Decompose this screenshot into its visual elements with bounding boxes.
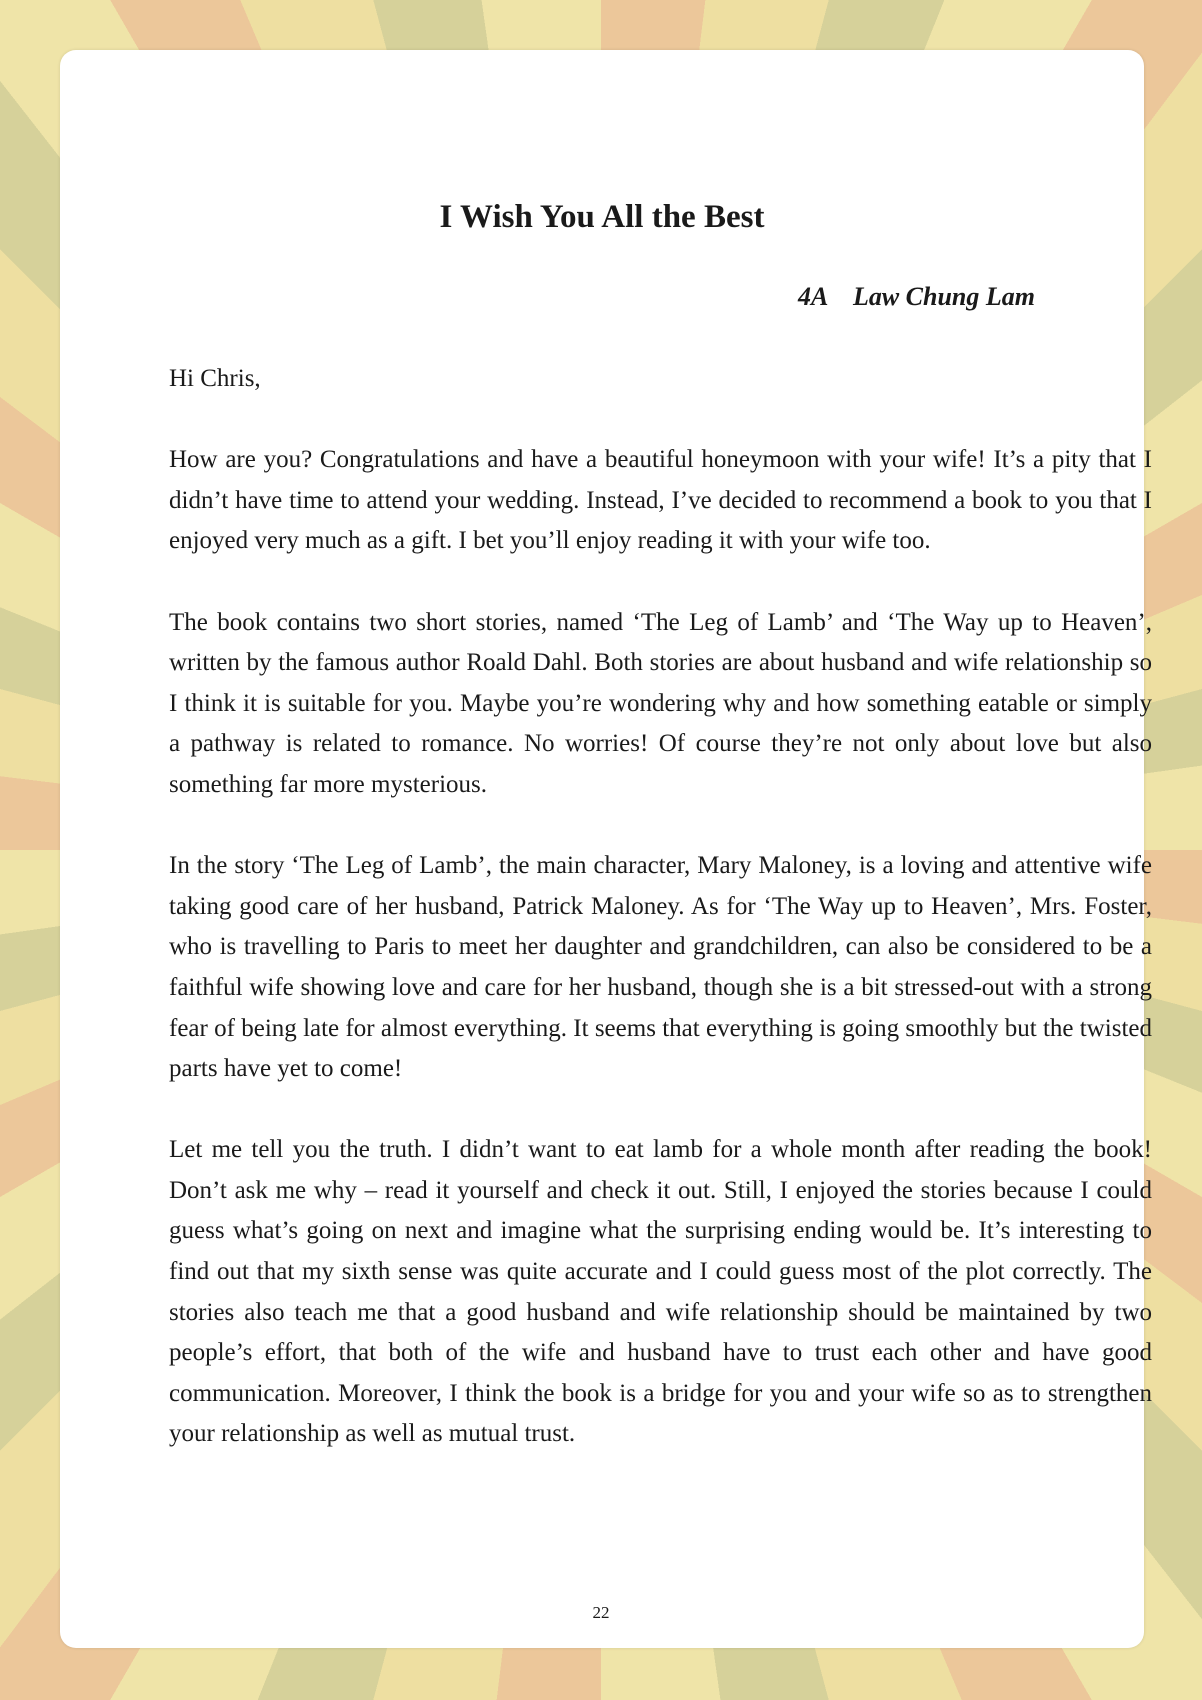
letter-salutation: Hi Chris, (169, 365, 261, 392)
letter-paragraph: In the story ‘The Leg of Lamb’, the main character, Mary Maloney, is a loving and attentive wife taking good care of her husband, Patrick Maloney. As for ‘The Way up to Heaven’, Mrs. Foster, who is travelling to Paris to meet her daughter and grandchildren, can also be considered to be a faithful wife showing love and care for her husband, though she is a bit stressed-out with a strong fear of being late for almost everything. It seems that everything is going smoothly but the twisted parts have yet to come! (169, 852, 1152, 1083)
letter-body (169, 359, 1152, 1496)
document-page (60, 50, 1152, 1648)
letter-paragraph: Let me tell you the truth. I didn’t want to eat lamb for a whole month after reading the book! Don’t ask me why – read it yourself and check it out. Still, I enjoyed the stories because I could guess what’s going on next and imagine what the surprising ending would be. It’s interesting to find out that my sixth sense was quite accurate and I could guess most of the plot correctly. The stories also teach me that a good husband and wife relationship should be maintained by two people’s effort, that both of the wife and husband have to trust each other and have good communication. Moreover, I think the book is a bridge for you and your wife so as to strengthen your relationship as well as mutual trust. (169, 1136, 1152, 1448)
page-number: 22 (592, 1603, 610, 1622)
letter-paragraph: How are you? Congratulations and have a beautiful honeymoon with your wife! It’s a pity that I didn’t have time to attend your wedding. Instead, I’ve decided to recommend a book to you that I enjoyed very much as a gift. I bet you’ll enjoy reading it with your wife too. (169, 446, 1152, 555)
letter-paragraph: The book contains two short stories, named ‘The Leg of Lamb’ and ‘The Way up to Heaven’, written by the famous author Roald Dahl. Both stories are about husband and wife relationship so I think it is suitable for you. Maybe you’re wondering why and how something eatable or simply a pathway is related to romance. No worries! Of course they’re not only about love but also something far more mysterious. (169, 608, 1152, 798)
author-byline: 4A Law Chung Lam (798, 282, 1035, 311)
document-title: I Wish You All the Best (439, 199, 765, 235)
